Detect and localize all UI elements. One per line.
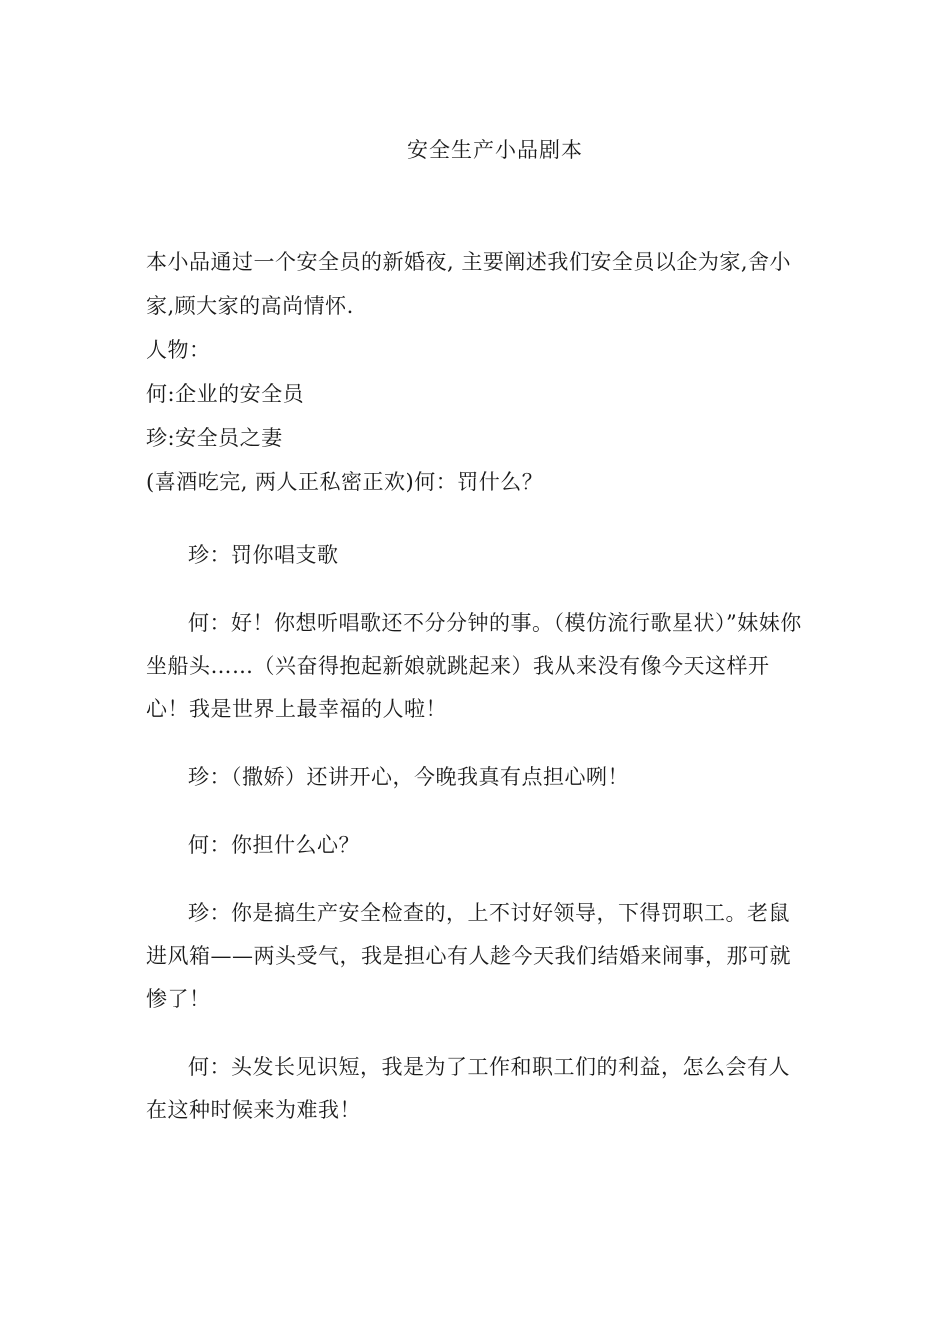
stage-direction-line: (喜酒吃完, 两人正私密正欢)何：罚什么？ — [146, 470, 544, 494]
dialogue-section — [146, 534, 810, 1157]
dialogue-line: 珍：罚你唱支歌 — [188, 543, 339, 567]
dialogue-line: 何：头发长见识短，我是为了工作和职工们的利益，怎么会有人在这种时候来为难我！ — [146, 1055, 790, 1122]
intro-paragraph: 本小品通过一个安全员的新婚夜, 主要阐述我们安全员以企为家,舍小家,顾大家的高尚情怀. — [146, 250, 792, 318]
character-he: 何:企业的安全员 — [146, 382, 305, 406]
dialogue-line: 珍：你是搞生产安全检查的，上不讨好领导，下得罚职工。老鼠进风箱——两头受气，我是担心有人趁今天我们结婚来闹事，那可就惨了！ — [146, 901, 791, 1011]
dialogue-line: 珍：（撒娇）还讲开心，今晚我真有点担心咧！ — [188, 765, 629, 789]
intro-section — [146, 240, 810, 504]
document-title: 安全生产小品剧本 — [407, 138, 583, 162]
dialogue-line: 何：好！你想听唱歌还不分分钟的事。（模仿流行歌星状）”妹妹你坐船头……（兴奋得抱起新娘就跳起来）我从来没有像今天这样开心！我是世界上最幸福的人啦！ — [146, 611, 802, 721]
characters-heading: 人物： — [146, 338, 211, 362]
character-zhen: 珍:安全员之妻 — [146, 426, 283, 450]
dialogue-line: 何：你担什么心？ — [188, 833, 360, 857]
